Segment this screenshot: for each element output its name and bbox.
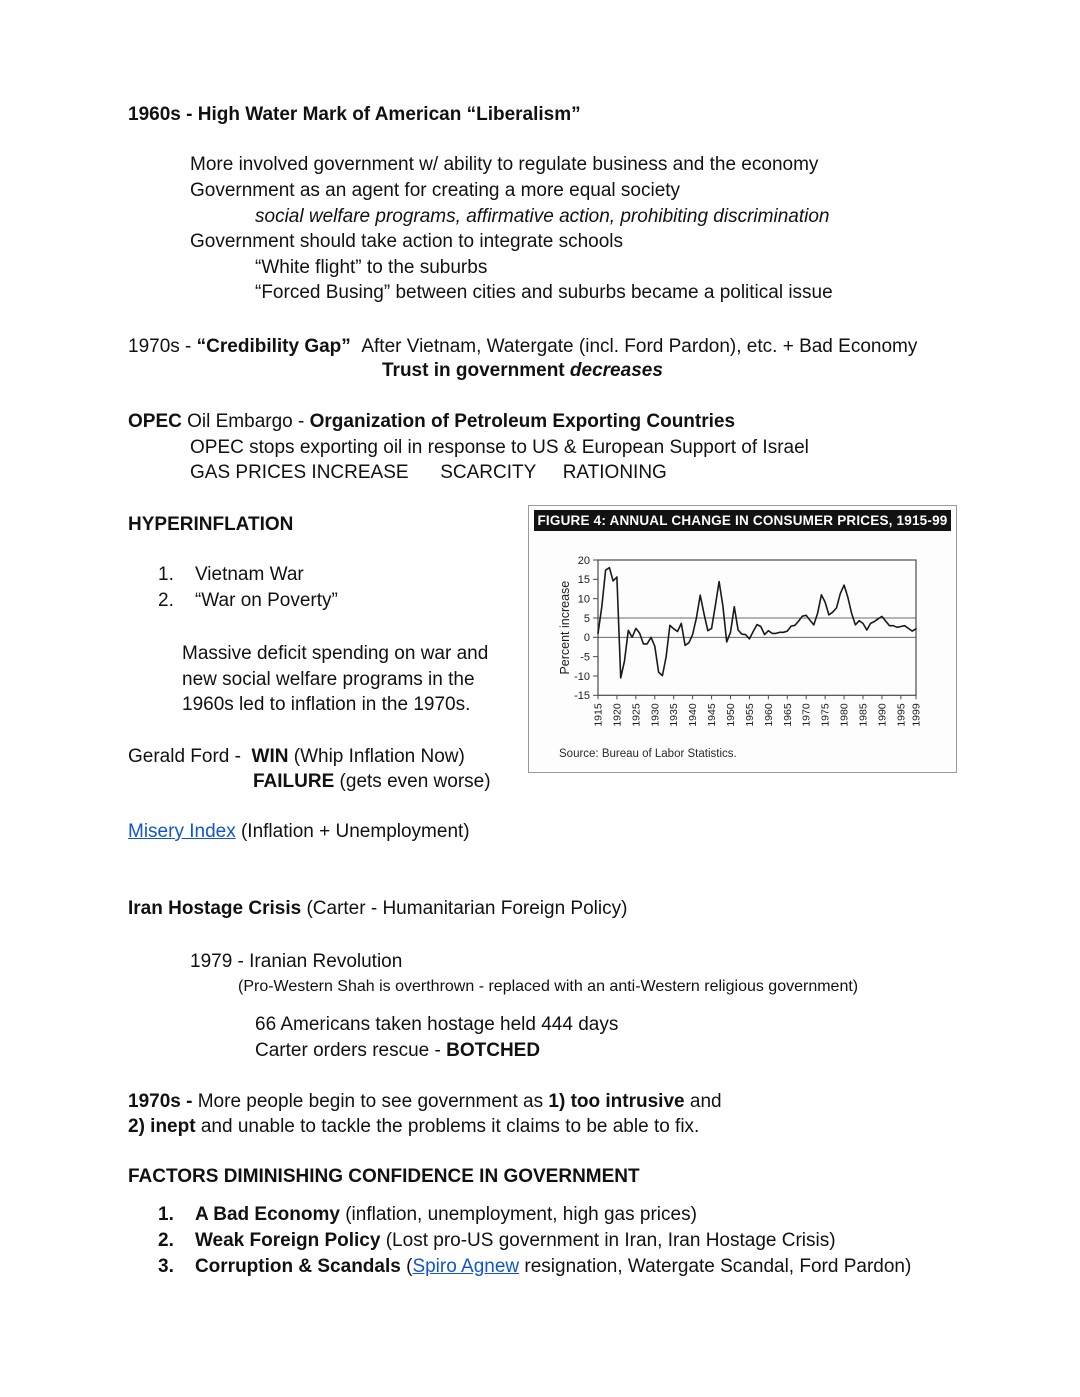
text-segment: 1. Vietnam War [158, 564, 304, 585]
svg-text:10: 10 [577, 593, 590, 606]
line-massive-deficit-1 [182, 642, 488, 665]
text-segment: OPEC stops exporting oil in response to US & European Support of Israel [190, 437, 809, 458]
list-vietnam-war [158, 563, 304, 586]
text-segment: social welfare programs, affirmative action, prohibiting discrimination [255, 206, 830, 227]
text-segment: (Pro-Western Shah is overthrown - replaced with an anti-Western religious government) [238, 978, 859, 995]
svg-text:-5: -5 [580, 651, 590, 664]
svg-text:1960: 1960 [762, 703, 775, 727]
line-forced-busing [255, 281, 833, 304]
text-segment: 1960s led to inflation in the 1970s. [182, 694, 471, 715]
svg-text:1940: 1940 [687, 703, 700, 727]
text-segment: 1970s - [128, 1091, 198, 1112]
text-segment: FACTORS DIMINISHING CONFIDENCE IN GOVERNMENT [128, 1166, 640, 1187]
text-segment: (Inflation + Unemployment) [235, 821, 470, 842]
line-more-involved [190, 153, 818, 176]
svg-text:1970: 1970 [800, 703, 813, 727]
text-segment: Carter orders rescue - [255, 1040, 447, 1061]
text-segment: resignation, Watergate Scandal, Ford Pardon) [519, 1256, 912, 1277]
text-segment: 1960s - High Water Mark of American “Liberalism” [128, 104, 581, 125]
text-segment: FAILURE [253, 771, 335, 792]
text-segment: 66 Americans taken hostage held 444 days [255, 1014, 619, 1035]
chart-source: Source: Bureau of Labor Statistics. [559, 748, 737, 760]
line-gerald-ford-win [128, 745, 465, 768]
svg-text:1999: 1999 [910, 703, 923, 727]
text-segment: 2) inept [128, 1116, 196, 1137]
text-segment: (gets even worse) [334, 771, 491, 792]
line-1979-revolution [190, 950, 402, 973]
text-segment: OPEC [128, 411, 182, 432]
text-segment: decreases [569, 360, 663, 381]
svg-text:1995: 1995 [895, 703, 908, 727]
svg-text:1935: 1935 [668, 703, 681, 727]
text-segment: (Carter - Humanitarian Foreign Policy) [301, 898, 628, 919]
line-gov-agent [190, 179, 680, 202]
line-white-flight [255, 256, 487, 279]
text-segment: Massive deficit spending on war and [182, 643, 489, 664]
text-segment: HYPERINFLATION [128, 514, 294, 535]
svg-text:1985: 1985 [857, 703, 870, 727]
list-corruption-scandals [158, 1255, 911, 1278]
text-segment: “White flight” to the suburbs [255, 257, 488, 278]
line-gas-prices [190, 461, 667, 484]
text-segment: 2. Weak Foreign Policy [158, 1230, 381, 1251]
svg-text:1950: 1950 [725, 703, 737, 727]
text-segment: ( [400, 1256, 413, 1277]
svg-text:1925: 1925 [630, 703, 643, 727]
text-segment: More people begin to see government as [197, 1091, 549, 1112]
heading-1960s [128, 103, 581, 126]
chart-plot [529, 506, 958, 774]
line-trust-decreases [382, 359, 663, 382]
text-segment: (inflation, unemployment, high gas prices) [339, 1204, 697, 1225]
chart-title: FIGURE 4: ANNUAL CHANGE IN CONSUMER PRICES, 1915-99 [534, 510, 951, 531]
line-2-inept [128, 1115, 699, 1138]
line-integrate-schools [190, 230, 623, 253]
misery-index-link[interactable]: Misery Index [128, 821, 236, 842]
svg-text:5: 5 [583, 612, 590, 625]
text-segment: 1979 - Iranian Revolution [190, 951, 403, 972]
svg-text:15: 15 [577, 574, 590, 587]
text-segment: Organization of Petroleum Exporting Countries [309, 411, 736, 432]
text-segment: GAS PRICES INCREASE SCARCITY RATIONING [190, 462, 667, 483]
list-war-on-poverty [158, 589, 338, 612]
svg-text:20: 20 [577, 554, 590, 567]
text-segment: 2. “War on Poverty” [158, 590, 338, 611]
spiro-agnew-link[interactable]: Spiro Agnew [412, 1256, 520, 1277]
text-segment: and [684, 1091, 722, 1112]
svg-text:1930: 1930 [649, 703, 662, 727]
list-bad-economy [158, 1203, 697, 1226]
text-segment: 1. A Bad Economy [158, 1204, 340, 1225]
text-segment: Government should take action to integrate schools [190, 231, 624, 252]
text-segment: After Vietnam, Watergate (incl. Ford Pardon), etc. + Bad Economy [350, 336, 918, 357]
svg-text:1920: 1920 [611, 703, 624, 727]
line-1970s-credibility [128, 335, 917, 358]
svg-text:1945: 1945 [706, 703, 719, 727]
svg-text:-15: -15 [574, 690, 590, 703]
text-segment: Government as an agent for creating a more equal society [190, 180, 681, 201]
line-social-welfare [255, 205, 829, 228]
svg-text:1980: 1980 [838, 703, 851, 727]
text-segment: “Credibility Gap” [196, 336, 351, 357]
list-weak-foreign-policy [158, 1229, 836, 1252]
line-misery-index [128, 820, 470, 843]
svg-text:1990: 1990 [876, 703, 889, 727]
line-failure [253, 770, 491, 793]
text-segment: (Whip Inflation Now) [288, 746, 465, 767]
line-carter-rescue [255, 1039, 540, 1062]
text-segment: “Forced Busing” between cities and suburbs became a political issue [255, 282, 833, 303]
text-segment: Iran Hostage Crisis [128, 898, 302, 919]
line-1970s-intrusive [128, 1090, 722, 1113]
text-segment: BOTCHED [446, 1040, 541, 1061]
text-segment: 3. Corruption & Scandals [158, 1256, 401, 1277]
svg-text:0: 0 [583, 632, 590, 645]
heading-factors [128, 1165, 640, 1188]
text-segment: Gerald Ford - [128, 746, 252, 767]
line-massive-deficit-3 [182, 693, 470, 716]
embedded-chart-image [528, 505, 957, 773]
heading-hyperinflation [128, 513, 293, 536]
text-segment: (Lost pro-US government in Iran, Iran Hostage Crisis) [380, 1230, 836, 1251]
line-massive-deficit-2 [182, 668, 475, 691]
text-segment: More involved government w/ ability to regulate business and the economy [190, 154, 819, 175]
svg-text:1975: 1975 [819, 703, 832, 727]
text-segment: Oil Embargo - [181, 411, 310, 432]
line-opec-stops [190, 436, 809, 459]
line-opec [128, 410, 735, 433]
text-segment: 1) too intrusive [548, 1091, 685, 1112]
text-segment: 1970s - [128, 336, 197, 357]
svg-text:1915: 1915 [592, 703, 605, 727]
svg-text:1965: 1965 [781, 703, 794, 727]
line-66-americans [255, 1013, 618, 1036]
svg-text:-10: -10 [574, 670, 590, 683]
text-segment: Trust in government [382, 360, 570, 381]
line-pro-western-shah [238, 975, 858, 998]
svg-text:1955: 1955 [743, 703, 756, 727]
text-segment: new social welfare programs in the [182, 669, 475, 690]
text-segment: WIN [251, 746, 289, 767]
text-segment: and unable to tackle the problems it claims to be able to fix. [195, 1116, 700, 1137]
svg-text:Percent increase: Percent increase [558, 580, 572, 675]
heading-iran-hostage [128, 897, 627, 920]
